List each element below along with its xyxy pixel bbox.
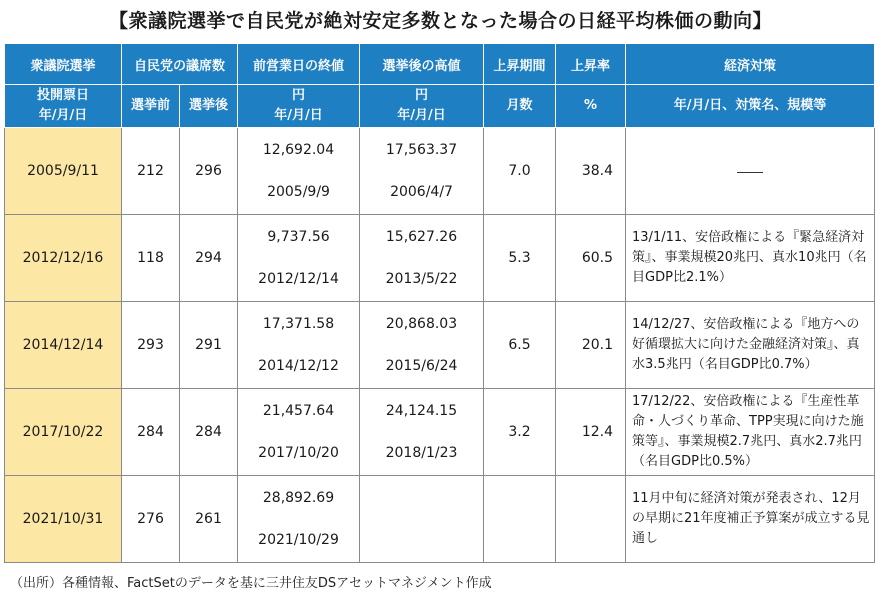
table-row: [5, 302, 875, 389]
prev-date: 2012/12/14: [258, 271, 339, 287]
prev-close-cell: [238, 302, 360, 389]
rise-months: 3.2: [484, 389, 556, 476]
prev-close: 9,737.56: [267, 229, 330, 245]
policy-text: 14/12/27、安倍政権による『地方への好循環拡大に向けた金融経済対策』、真水3.5兆円（名目GDP比0.7%）: [626, 302, 875, 389]
high-date: 2015/6/24: [385, 358, 458, 374]
prev-date: 2005/9/9: [267, 184, 330, 200]
post-high: 20,868.03: [385, 316, 458, 332]
rise-months: 6.5: [484, 302, 556, 389]
header-high-unit: 円 年/月/日: [360, 85, 484, 128]
policy-text: 11月中旬に経済対策が発表され、12月の早期に21年度補正予算案が成立する見通し: [626, 476, 875, 563]
rise-rate: 60.5: [556, 215, 626, 302]
seats-after: 261: [180, 476, 238, 563]
post-high-cell: [360, 476, 484, 563]
table-row: [5, 215, 875, 302]
policy-text: 13/1/11、安倍政権による『緊急経済対策』、事業規模20兆円、真水10兆円（名目GDP比2.1%）: [626, 215, 875, 302]
rise-months: 5.3: [484, 215, 556, 302]
seats-after: 294: [180, 215, 238, 302]
rise-months: [484, 476, 556, 563]
prev-close: 17,371.58: [262, 316, 335, 332]
seats-after: 296: [180, 128, 238, 215]
header-percent: %: [556, 85, 626, 128]
header-before: 選挙前: [122, 85, 180, 128]
high-date: 2006/4/7: [390, 184, 453, 200]
seats-before: 284: [122, 389, 180, 476]
table-row: [5, 476, 875, 563]
seats-before: 212: [122, 128, 180, 215]
vote-date: 2012/12/16: [5, 215, 122, 302]
header-after: 選挙後: [180, 85, 238, 128]
post-high-cell: [360, 302, 484, 389]
header-post-high: 選挙後の高値: [360, 44, 484, 85]
vote-date: 2014/12/14: [5, 302, 122, 389]
table-row: [5, 128, 875, 215]
prev-close: 28,892.69: [262, 490, 335, 506]
seats-before: 293: [122, 302, 180, 389]
header-election: 衆議院選挙: [5, 44, 122, 85]
prev-date: 2021/10/29: [258, 532, 339, 548]
page-title: 【衆議院選挙で自民党が絶対安定多数となった場合の日経平均株価の動向】: [108, 10, 772, 32]
high-date: 2018/1/23: [385, 445, 458, 461]
post-high-cell: [360, 128, 484, 215]
seats-before: 276: [122, 476, 180, 563]
vote-date: 2005/9/11: [5, 128, 122, 215]
header-prev-unit: 円 年/月/日: [238, 85, 360, 128]
policy-text: 17/12/22、安倍政権による『生産性革命・人づくり革命、TPP実現に向けた施策等』、事業規模2.7兆円、真水2.7兆円（名目GDP比0.5%）: [626, 389, 875, 476]
header-vote-date: 投開票日 年/月/日: [5, 85, 122, 128]
high-date: 2013/5/22: [385, 271, 458, 287]
policy-empty-dash: [626, 128, 875, 215]
vote-date: 2017/10/22: [5, 389, 122, 476]
post-high: 17,563.37: [385, 142, 458, 158]
seats-after: 284: [180, 389, 238, 476]
table-row: [5, 389, 875, 476]
prev-close: 21,457.64: [262, 403, 335, 419]
header-months: 月数: [484, 85, 556, 128]
header-policy-sub: 年/月/日、対策名、規模等: [626, 85, 875, 128]
post-high-cell: [360, 215, 484, 302]
election-table: [4, 43, 875, 563]
rise-rate: 38.4: [556, 128, 626, 215]
prev-date: 2017/10/20: [258, 445, 339, 461]
rise-rate: 20.1: [556, 302, 626, 389]
rise-rate: 12.4: [556, 389, 626, 476]
rise-rate: [556, 476, 626, 563]
seats-before: 118: [122, 215, 180, 302]
header-seats: 自民党の議席数: [122, 44, 238, 85]
header-rise-period: 上昇期間: [484, 44, 556, 85]
header-row-1: [5, 44, 875, 85]
prev-close-cell: [238, 476, 360, 563]
post-high: 15,627.26: [385, 229, 458, 245]
header-policy: 経済対策: [626, 44, 875, 85]
vote-date: 2021/10/31: [5, 476, 122, 563]
header-rise-rate: 上昇率: [556, 44, 626, 85]
header-row-2: [5, 85, 875, 128]
prev-date: 2014/12/12: [258, 358, 339, 374]
prev-close-cell: [238, 128, 360, 215]
prev-close-cell: [238, 215, 360, 302]
post-high-cell: [360, 389, 484, 476]
header-prev-close: 前営業日の終値: [238, 44, 360, 85]
post-high: 24,124.15: [385, 403, 458, 419]
rise-months: 7.0: [484, 128, 556, 215]
source-note: （出所）各種情報、FactSetのデータを基に三井住友DSアセットマネジメント作成: [10, 576, 492, 591]
seats-after: 291: [180, 302, 238, 389]
prev-close-cell: [238, 389, 360, 476]
prev-close: 12,692.04: [262, 142, 335, 158]
